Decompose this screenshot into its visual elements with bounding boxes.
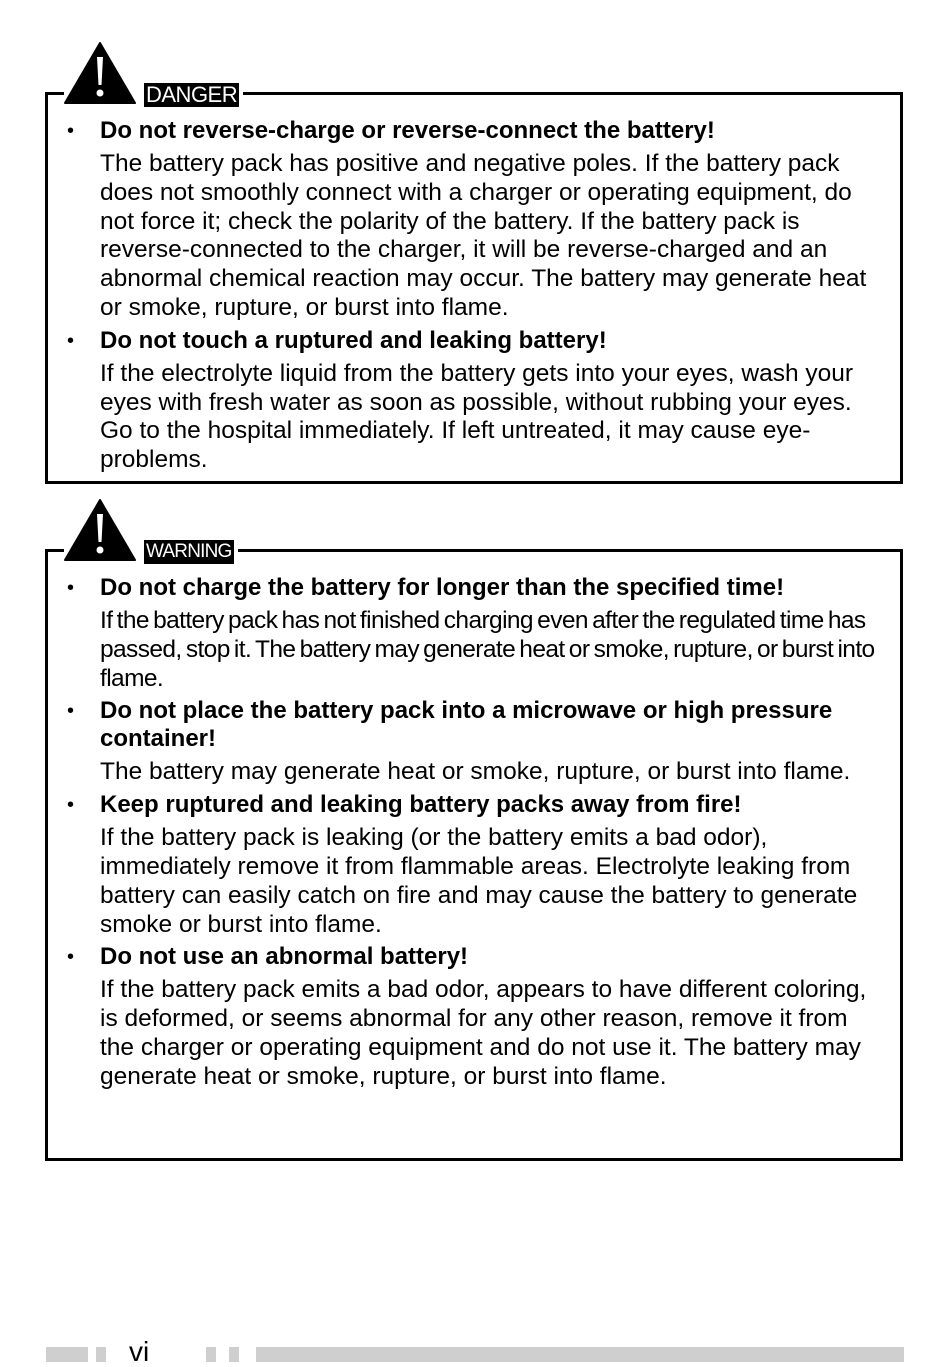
warning-header <box>64 496 238 562</box>
item-title: Do not charge the battery for longer than the specified time! <box>100 574 785 601</box>
bullet: • <box>67 946 75 969</box>
list-item <box>48 117 900 323</box>
item-title: Keep ruptured and leaking battery packs away from fire! <box>100 791 742 819</box>
bullet: • <box>67 577 75 599</box>
warning-triangle-icon <box>64 498 136 562</box>
warning-items <box>48 574 900 1096</box>
page-number: vi <box>129 1336 150 1367</box>
warning-box <box>45 541 903 1161</box>
item-body: If the battery pack is leaking (or the battery emits a bad odor), immediately remove it from flammable areas. Electrolyte leaking from battery can easily catch on fire and may cause the battery to generate smoke or burst into flame. <box>100 824 858 938</box>
list-item <box>48 327 900 475</box>
bullet: • <box>67 700 75 723</box>
bullet: • <box>67 329 75 352</box>
list-item <box>48 943 900 1091</box>
item-title: Do not reverse-charge or reverse-connect the battery! <box>100 117 715 144</box>
item-body: The battery pack has positive and negative poles. If the battery pack does not smoothly connect with a charger or operating equipment, do not force it; check the polarity of the battery. If the battery pack is reverse-connected to the charger, it will be reverse-charged and an abnormal chemical reaction may occur. The battery may generate heat or smoke, rupture, or burst into flame. <box>100 150 867 321</box>
item-title: Do not touch a ruptured and leaking battery! <box>100 326 607 354</box>
list-item <box>48 574 900 693</box>
footer-bar-mid-2 <box>229 1347 239 1362</box>
footer-bar-left-small <box>96 1347 106 1362</box>
bullet: • <box>67 794 75 817</box>
footer-bar-left <box>46 1347 88 1362</box>
warning-label: WARNING <box>146 541 232 562</box>
danger-label: DANGER <box>146 82 238 107</box>
list-item <box>48 791 900 939</box>
item-body: If the battery pack has not finished charging even after the regulated time has passed, stop it. The battery may generate heat or smoke, rupture, or burst into flame. <box>100 607 875 692</box>
footer-bar-right <box>256 1347 904 1362</box>
item-title: Do not place the battery pack into a microwave or high pressure container! <box>100 697 833 753</box>
item-body: If the battery pack emits a bad odor, appears to have different coloring, is deformed, or seems abnormal for any other reason, remove it from the charger or operating equipment and do not use it. The battery may generate heat or smoke, rupture, or burst into flame. <box>100 976 867 1090</box>
bullet: • <box>67 120 75 142</box>
item-body: The battery may generate heat or smoke, rupture, or burst into flame. <box>100 758 851 786</box>
item-title: Do not use an abnormal battery! <box>100 943 469 971</box>
page-footer <box>0 1336 950 1367</box>
danger-header <box>64 39 243 105</box>
list-item <box>48 697 900 787</box>
item-body: If the electrolyte liquid from the battery gets into your eyes, wash your eyes with fresh water as soon as possible, without rubbing your eyes. Go to the hospital immediately. If left untreated, it may cause eye-problems. <box>100 359 854 474</box>
danger-box <box>45 82 903 484</box>
danger-items <box>48 117 900 479</box>
footer-bar-mid-1 <box>206 1347 216 1362</box>
warning-triangle-icon <box>64 41 136 105</box>
